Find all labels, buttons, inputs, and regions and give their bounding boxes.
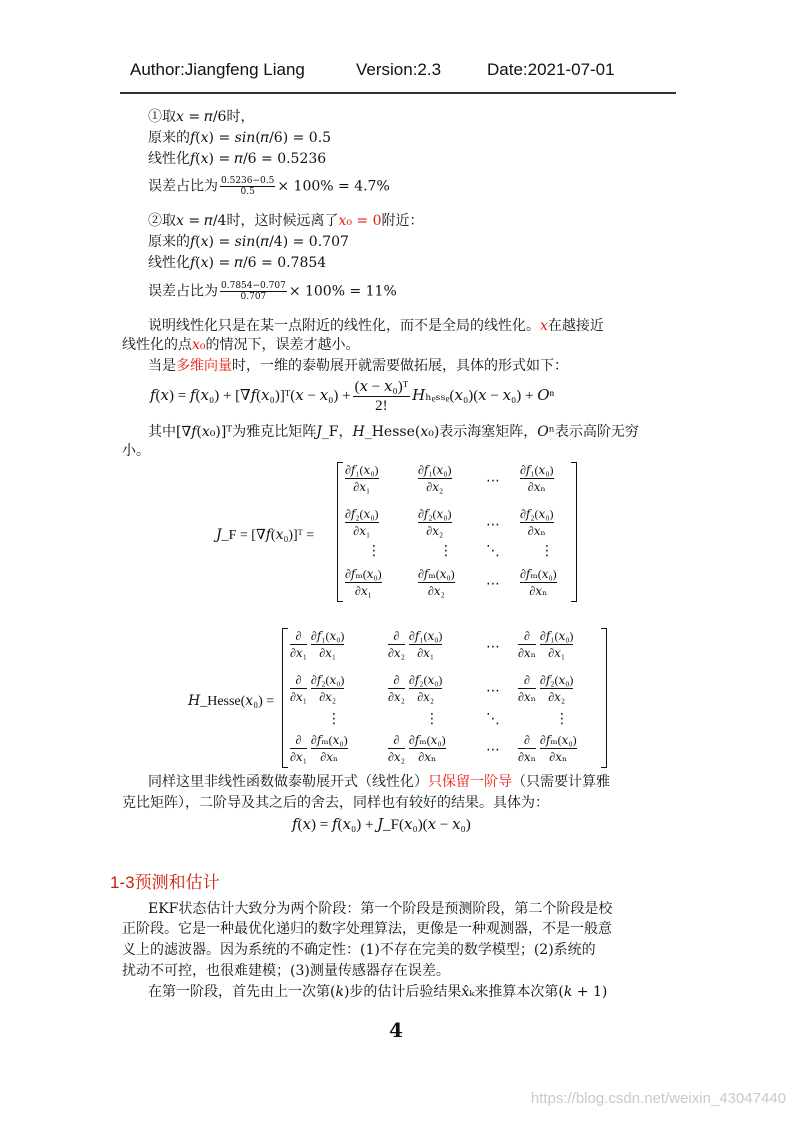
jacobian-hdots-3: ⋯ [486, 576, 500, 592]
hessian-outer-derivative-num: ∂ [388, 732, 405, 749]
para1-text-d: 的情况下，误差才越小。 [205, 337, 360, 353]
hessian-entry [290, 732, 348, 765]
para3-line-1: 其中[∇𝑓(𝑥₀)]ᵀ为雅克比矩阵𝐽_F，𝐻_Hesse(𝑥₀)表示海塞矩阵，𝑂ⁿ表示高阶无穷 [148, 424, 639, 440]
example-line-1: ①取𝑥 = 𝜋/6时， [148, 109, 255, 125]
jacobian-entry-num: ∂𝑓₁(𝑥₀) [520, 463, 554, 477]
jacobian-entry-num: ∂𝑓₁(𝑥₀) [345, 463, 379, 477]
hessian-inner-derivative-den: ∂𝑥₂ [548, 690, 566, 704]
jacobian-entry-den: ∂𝑥₁ [353, 480, 371, 494]
header-author: Author:Jiangfeng Liang [130, 60, 305, 79]
jacobian-entry-num: ∂𝑓ₘ(𝑥₀) [345, 567, 382, 581]
hessian-entry [388, 628, 442, 661]
hessian-outer-derivative-den: ∂𝑥₂ [388, 646, 405, 660]
para1-line-2 [122, 336, 360, 354]
hessian-outer-derivative-num: ∂ [518, 732, 536, 749]
case2-suffix: 附近： [381, 213, 424, 229]
hessian-inner-derivative [311, 672, 345, 705]
jacobian-entry-den: ∂𝑥₁ [353, 524, 371, 538]
header-rule [120, 92, 676, 94]
hessian-right-bracket [601, 628, 607, 768]
hessian-entry [518, 732, 577, 765]
hessian-inner-derivative-den: ∂𝑥₁ [417, 646, 435, 660]
case2-highlight: 𝑥₀ = 0 [338, 213, 382, 229]
para1-text-a: 说明线性化只是在某一点附近的线性化，而不是全局的线性化。 [148, 318, 540, 334]
hessian-outer-derivative-den: ∂𝑥₂ [388, 690, 405, 704]
example-line-5 [148, 212, 424, 230]
jacobian-entry [345, 566, 382, 599]
taylor-fraction-den: 2! [375, 398, 388, 414]
hessian-inner-derivative [540, 732, 577, 765]
para1-line-1 [148, 317, 604, 335]
hessian-outer-derivative [290, 732, 307, 765]
jacobian-entry-num: ∂𝑓ₘ(𝑥₀) [520, 567, 557, 581]
hessian-hdots-3: ⋯ [486, 742, 500, 758]
hessian-entry [388, 732, 446, 765]
error-fraction-1-num: 0.5236−0.5 [221, 176, 275, 186]
para4-line-2: 克比矩阵），二阶导及其之后的舍去，同样也有较好的结果。具体为： [122, 795, 549, 811]
error-fraction-2-num: 0.7854−0.707 [221, 281, 286, 291]
jacobian-right-bracket [571, 462, 577, 602]
jacobian-entry [520, 462, 554, 495]
para4-text-b: （只需要计算雅 [512, 774, 610, 790]
hessian-outer-derivative [518, 672, 536, 705]
hessian-entry [518, 672, 573, 705]
hessian-inner-derivative-den: ∂𝑥ₙ [549, 750, 568, 764]
jacobian-ddots: ⋱ [486, 543, 500, 559]
hessian-hdots-1: ⋯ [486, 639, 500, 655]
hessian-outer-derivative [518, 732, 536, 765]
hessian-outer-derivative-num: ∂ [290, 628, 307, 645]
para5-line-3: 义上的滤波器。因为系统的不确定性：(1)不存在完美的数学模型；(2)系统的 [122, 942, 596, 958]
hessian-entry [290, 628, 344, 661]
taylor-equation [150, 378, 554, 415]
hessian-label: 𝐻_Hesse(𝑥₀) = [188, 694, 275, 709]
jacobian-entry-num: ∂𝑓ₘ(𝑥₀) [418, 567, 455, 581]
hessian-outer-derivative-den: ∂𝑥₁ [290, 646, 307, 660]
page-header [120, 56, 680, 96]
jacobian-entry-num: ∂𝑓₂(𝑥₀) [418, 507, 452, 521]
hessian-outer-derivative [388, 732, 405, 765]
jacobian-entry-den: ∂𝑥ₙ [527, 480, 546, 494]
hessian-outer-derivative-num: ∂ [388, 672, 405, 689]
jacobian-entry-den: ∂𝑥₁ [354, 584, 372, 598]
hessian-outer-derivative [290, 628, 307, 661]
error-ratio-result-1: × 100% = 4.7% [277, 178, 390, 195]
hessian-left-bracket [282, 628, 288, 768]
hessian-inner-derivative-den: ∂𝑥₂ [319, 690, 337, 704]
jacobian-entry [520, 506, 554, 539]
hessian-ddots: ⋱ [486, 711, 500, 727]
hessian-outer-derivative [290, 672, 307, 705]
hessian-outer-derivative [388, 672, 405, 705]
para5-line-2: 正阶段。它是一种最优化递归的数字处理算法，更像是一种观测器，不是一般意 [122, 921, 612, 937]
jacobian-entry-den: ∂𝑥₂ [426, 524, 444, 538]
hessian-inner-derivative-num: ∂𝑓ₘ(𝑥₀) [539, 733, 577, 747]
jacobian-hdots-1: ⋯ [486, 473, 500, 489]
hessian-outer-derivative-num: ∂ [518, 672, 536, 689]
para5-line-1: EKF状态估计大致分为两个阶段：第一个阶段是预测阶段，第二个阶段是校 [148, 901, 613, 917]
para2-text-a: 当是 [148, 358, 176, 374]
jacobian-entry [418, 566, 455, 599]
jacobian-entry [345, 462, 379, 495]
error-fraction-1-den: 0.5 [240, 187, 255, 197]
header-date: Date:2021-07-01 [487, 60, 615, 79]
jacobian-entry [345, 506, 379, 539]
error-fraction-1 [220, 176, 275, 197]
para1-text-b: 在越接近 [547, 318, 604, 334]
hessian-inner-derivative-den: ∂𝑥ₙ [320, 750, 339, 764]
jacobian-entry [418, 506, 452, 539]
para1-highlight-x: 𝑥 [540, 318, 548, 334]
error-ratio-result-2: × 100% = 11% [288, 283, 397, 300]
jacobian-vdots-1: ⋮ [367, 543, 381, 559]
jacobian-left-bracket [337, 462, 343, 602]
example-line-7: 线性化𝑓(𝑥) = 𝜋/6 = 0.7854 [148, 255, 327, 271]
hessian-entry [388, 672, 442, 705]
hessian-outer-derivative-den: ∂𝑥₂ [388, 750, 405, 764]
hessian-outer-derivative-den: ∂𝑥ₙ [518, 646, 536, 660]
para1-text-c: 线性化的点 [122, 337, 192, 353]
hessian-inner-derivative-den: ∂𝑥₁ [548, 646, 566, 660]
hessian-outer-derivative [518, 628, 536, 661]
hessian-outer-derivative-den: ∂𝑥₁ [290, 690, 307, 704]
case2-prefix: ②取𝑥 = 𝜋/4时，这时候远离了 [148, 213, 339, 229]
para2-line [148, 357, 568, 375]
para1-highlight-x0: 𝑥₀ [192, 337, 206, 353]
para4-line-1 [148, 773, 610, 791]
header-version: Version:2.3 [356, 60, 442, 79]
hessian-entry [518, 628, 573, 661]
hessian-inner-derivative-den: ∂𝑥ₙ [418, 750, 437, 764]
jacobian-entry-den: ∂𝑥₂ [426, 480, 444, 494]
taylor-lhs: 𝑓(𝑥) = 𝑓(𝑥₀) + [∇𝑓(𝑥₀)]ᵀ(𝑥 − 𝑥₀) + [150, 387, 351, 404]
example-line-3: 线性化𝑓(𝑥) = 𝜋/6 = 0.5236 [148, 151, 327, 167]
hessian-inner-derivative [409, 628, 443, 661]
error-ratio-label-2: 误差占比为 [148, 283, 218, 300]
hessian-inner-derivative-num: ∂𝑓ₘ(𝑥₀) [408, 733, 446, 747]
hessian-hdots-2: ⋯ [486, 683, 500, 699]
page-number: 4 [389, 1018, 403, 1042]
jacobian-label: 𝐽_F = [∇𝑓(𝑥₀)]ᵀ = [216, 528, 315, 543]
taylor-fraction-num: (𝑥 − 𝑥₀)ᵀ [354, 379, 409, 395]
hessian-vdots-1: ⋮ [327, 711, 341, 727]
hessian-inner-derivative [540, 672, 574, 705]
hessian-inner-derivative [311, 732, 348, 765]
hessian-outer-derivative-den: ∂𝑥ₙ [518, 750, 536, 764]
taylor-rhs: 𝐻ₕₑₛₛₑ(𝑥₀)(𝑥 − 𝑥₀) + 𝑂ⁿ [412, 387, 555, 404]
para2-highlight: 多维向量 [176, 358, 232, 374]
hessian-vdots-2: ⋮ [425, 711, 439, 727]
hessian-outer-derivative-num: ∂ [290, 672, 307, 689]
jacobian-entry-num: ∂𝑓₂(𝑥₀) [520, 507, 554, 521]
jacobian-entry-num: ∂𝑓₂(𝑥₀) [345, 507, 379, 521]
jacobian-vdots-3: ⋮ [540, 543, 554, 559]
jacobian-entry-den: ∂𝑥₂ [427, 584, 445, 598]
example-line-2: 原来的𝑓(𝑥) = 𝑠𝑖𝑛(𝜋/6) = 0.5 [148, 130, 332, 146]
error-ratio-label-1: 误差占比为 [148, 178, 218, 195]
para5-line-4: 扰动不可控，也很难建模；(3)测量传感器存在误差。 [122, 963, 450, 979]
jacobian-entry [520, 566, 557, 599]
jacobian-entry [418, 462, 452, 495]
hessian-inner-derivative-num: ∂𝑓₂(𝑥₀) [408, 673, 443, 687]
section-title: 1-3预测和估计 [110, 873, 220, 892]
example-line-8 [148, 281, 397, 302]
hessian-outer-derivative-den: ∂𝑥ₙ [518, 690, 536, 704]
para4-text-a: 同样这里非线性函数做泰勒展开式（线性化） [148, 774, 428, 790]
para4-highlight: 只保留一阶导 [428, 774, 512, 790]
hessian-inner-derivative-den: ∂𝑥₂ [417, 690, 435, 704]
hessian-vdots-3: ⋮ [555, 711, 569, 727]
taylor-fraction [353, 378, 411, 415]
hessian-inner-derivative [540, 628, 574, 661]
hessian-inner-derivative-num: ∂𝑓ₘ(𝑥₀) [310, 733, 348, 747]
hessian-inner-derivative-num: ∂𝑓₂(𝑥₀) [310, 673, 345, 687]
jacobian-vdots-2: ⋮ [439, 543, 453, 559]
hessian-inner-derivative-num: ∂𝑓₁(𝑥₀) [310, 629, 345, 643]
hessian-outer-derivative-num: ∂ [290, 732, 307, 749]
hessian-inner-derivative [409, 672, 443, 705]
error-fraction-2 [220, 281, 287, 302]
hessian-inner-derivative-num: ∂𝑓₂(𝑥₀) [539, 673, 574, 687]
hessian-inner-derivative-num: ∂𝑓₁(𝑥₀) [539, 629, 574, 643]
example-line-6: 原来的𝑓(𝑥) = 𝑠𝑖𝑛(𝜋/4) = 0.707 [148, 234, 349, 250]
hessian-inner-derivative [409, 732, 446, 765]
error-fraction-2-den: 0.707 [240, 292, 267, 302]
watermark: https://blog.csdn.net/weixin_43047440 [530, 1090, 786, 1107]
para5-line-5: 在第一阶段，首先由上一次第(𝑘)步的估计后验结果𝑥̂ₖ来推算本次第(𝑘 + 1) [148, 984, 608, 1000]
linearized-equation: 𝑓(𝑥) = 𝑓(𝑥₀) + 𝐽_F(𝑥₀)(𝑥 − 𝑥₀) [292, 817, 471, 833]
hessian-outer-derivative [388, 628, 405, 661]
hessian-inner-derivative-den: ∂𝑥₁ [319, 646, 337, 660]
jacobian-entry-num: ∂𝑓₁(𝑥₀) [418, 463, 452, 477]
jacobian-entry-den: ∂𝑥ₙ [529, 584, 548, 598]
hessian-outer-derivative-den: ∂𝑥₁ [290, 750, 307, 764]
para2-text-b: 时，一维的泰勒展开就需要做拓展，具体的形式如下： [232, 358, 568, 374]
jacobian-entry-den: ∂𝑥ₙ [527, 524, 546, 538]
hessian-outer-derivative-num: ∂ [388, 628, 405, 645]
example-line-4 [148, 176, 390, 197]
hessian-inner-derivative-num: ∂𝑓₁(𝑥₀) [408, 629, 443, 643]
para3-line-2: 小。 [122, 443, 150, 459]
hessian-entry [290, 672, 344, 705]
jacobian-hdots-2: ⋯ [486, 517, 500, 533]
hessian-inner-derivative [311, 628, 345, 661]
hessian-outer-derivative-num: ∂ [518, 628, 536, 645]
